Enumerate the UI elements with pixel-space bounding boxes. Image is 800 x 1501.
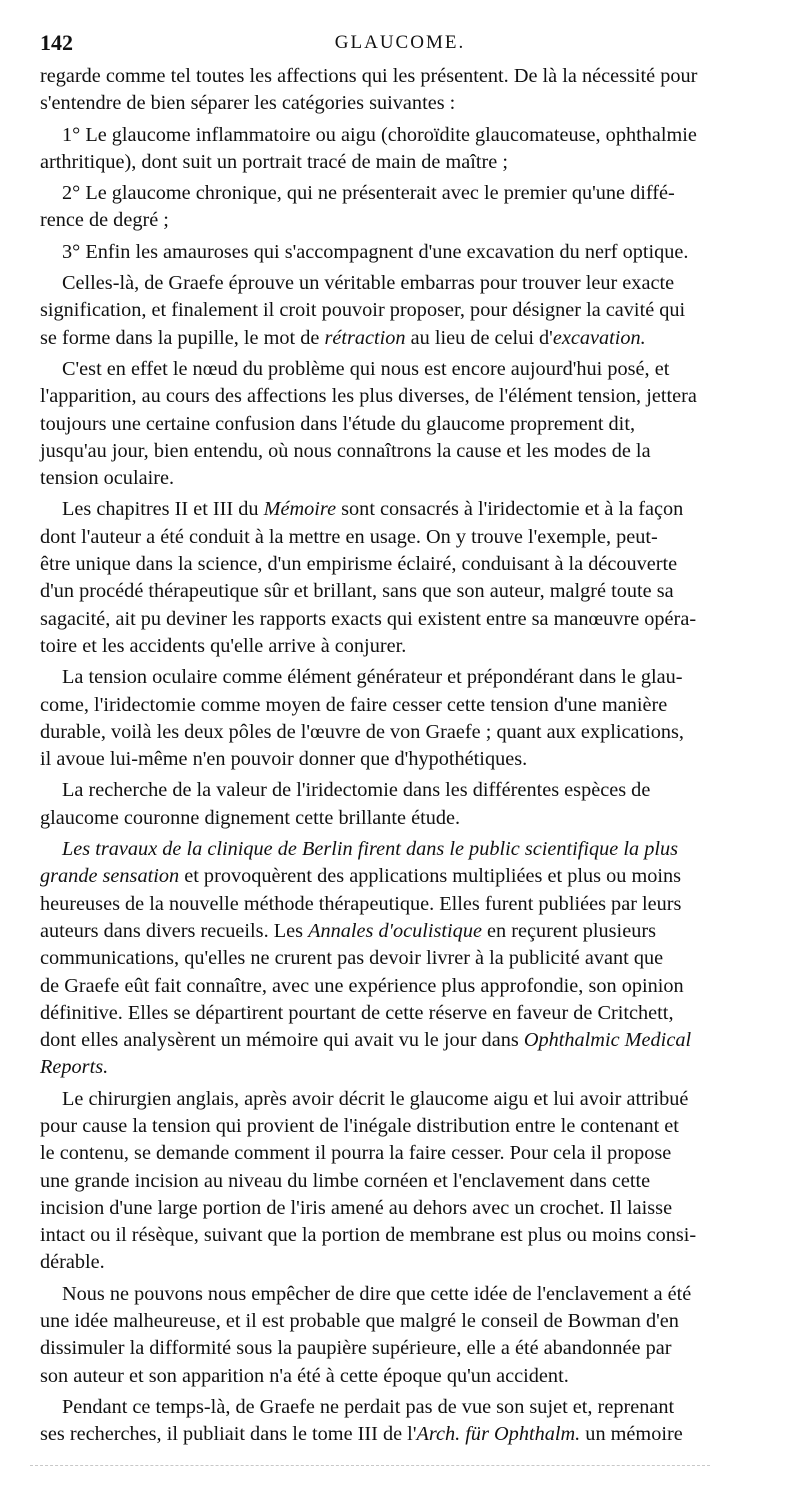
text-line <box>40 524 760 551</box>
text-segment: être unique dans la science, d'un empirisme éclairé, conduisant à la découverte <box>40 553 678 576</box>
text-segment: l'apparition, au cours des affections les plus diverses, de l'élément tension, jettera <box>40 385 697 408</box>
italic-segment: Annales d'oculistique <box>308 919 482 942</box>
text-line <box>40 465 760 492</box>
italic-segment: Reports. <box>40 1056 109 1079</box>
text-segment: signification, et finalement il croit pouvoir proposer, pour désigner la cavité qui <box>40 299 686 322</box>
text-segment: Pendant ce temps-là, de Graefe ne perdait pas de vue son sujet et, reprenant <box>62 1395 675 1418</box>
text-line <box>40 1195 760 1222</box>
text-segment: se forme dans la pupille, le mot de <box>40 326 325 349</box>
text-line <box>40 551 760 578</box>
text-segment: auteurs dans divers recueils. Les <box>40 919 309 942</box>
italic-segment: Arch. für Ophthalm. <box>416 1423 581 1446</box>
text-line <box>40 1168 760 1195</box>
text-line <box>40 383 760 410</box>
text-line <box>40 1335 760 1362</box>
text-segment: come, l'iridectomie comme moyen de faire cesser cette tension d'une manière <box>40 693 668 716</box>
text-line <box>40 1113 760 1140</box>
footer-rule <box>30 1465 710 1466</box>
text-segment: tension oculaire. <box>40 467 175 490</box>
text-line <box>40 207 760 234</box>
text-segment: Le chirurgien anglais, après avoir décrit le glaucome aigu et lui avoir attribué <box>62 1087 689 1110</box>
text-segment: une idée malheureuse, et il est probable que malgré le conseil de Bowman d'en <box>40 1310 679 1333</box>
text-segment: toire et les accidents qu'elle arrive à conjurer. <box>40 634 407 657</box>
text-line <box>40 239 760 266</box>
text-line <box>40 1222 760 1249</box>
text-line <box>40 836 760 863</box>
text-line <box>40 1140 760 1167</box>
text-segment: son auteur et son apparition n'a été à cette époque qu'un accident. <box>40 1364 569 1387</box>
text-segment: un mémoire <box>580 1423 683 1446</box>
text-segment: pour cause la tension qui provient de l'inégale distribution entre le contenant et <box>40 1114 679 1137</box>
text-segment: Nous ne pouvons nous empêcher de dire que cette idée de l'enclavement a été <box>62 1282 692 1305</box>
text-segment: toujours une certaine confusion dans l'étude du glaucome proprement dit, <box>40 412 636 435</box>
text-line <box>40 578 760 605</box>
text-segment: incision d'une large portion de l'iris amené au dehors avec un crochet. Il laisse <box>40 1196 673 1219</box>
text-segment: sagacité, ait pu deviner les rapports exacts qui existent entre sa manœuvre opéra- <box>40 607 697 630</box>
text-segment: le contenu, se demande comment il pourra la faire cesser. Pour cela il propose <box>40 1142 672 1165</box>
text-segment: communications, qu'elles ne crurent pas devoir livrer à la publicité avant que <box>40 947 664 970</box>
text-segment: rence de degré ; <box>40 209 169 232</box>
text-line <box>40 1281 760 1308</box>
text-line <box>40 746 760 773</box>
page-number: 142 <box>40 30 73 55</box>
italic-segment: Mémoire <box>263 498 337 521</box>
text-segment: dissimuler la difformité sous la paupière supérieure, elle a été abandonnée par <box>40 1337 672 1360</box>
text-segment: C'est en effet le nœud du problème qui nous est encore aujourd'hui posé, et <box>62 357 670 380</box>
text-segment: dont elles analysèrent un mémoire qui avait vu le jour dans <box>40 1029 524 1052</box>
running-title: GLAUCOME. <box>334 32 466 53</box>
text-line <box>40 891 760 918</box>
text-segment: d'un procédé thérapeutique sûr et brillant, sans que son auteur, malgré toute sa <box>40 580 674 603</box>
text-line <box>40 1086 760 1113</box>
text-line <box>40 411 760 438</box>
text-line <box>40 805 760 832</box>
text-line <box>40 918 760 945</box>
text-segment: s'entendre de bien séparer les catégories suivantes : <box>40 92 456 115</box>
text-line <box>40 1249 760 1276</box>
text-segment: arthritique), dont suit un portrait tracé de main de maître ; <box>40 150 509 173</box>
text-segment: glaucome couronne dignement cette brillante étude. <box>40 806 461 829</box>
text-segment: et provoquèrent des applications multipliées et plus ou moins <box>179 865 682 888</box>
text-line <box>40 719 760 746</box>
italic-segment: rétraction <box>324 326 406 349</box>
text-segment: sont consacrés à l'iridectomie et à la façon <box>336 498 684 521</box>
text-segment: il avoue lui-même n'en pouvoir donner que d'hypothétiques. <box>40 748 528 771</box>
text-line <box>40 122 760 149</box>
text-segment: en reçurent plusieurs <box>481 919 656 942</box>
text-segment: définitive. Elles se départirent pourtant de cette réserve en faveur de Critchett, <box>40 1001 674 1024</box>
text-line <box>40 149 760 176</box>
text-segment: ses recherches, il publiait dans le tome III de l' <box>40 1423 417 1446</box>
page-header <box>40 30 760 60</box>
text-segment: 2° Le glaucome chronique, qui ne présenterait avec le premier qu'une diffé- <box>62 182 675 205</box>
text-line <box>40 1308 760 1335</box>
text-line <box>40 90 760 117</box>
text-line <box>40 1027 760 1054</box>
text-line <box>40 1054 760 1081</box>
text-line <box>40 297 760 324</box>
text-line <box>40 633 760 660</box>
text-segment: La recherche de la valeur de l'iridectomie dans les différentes espèces de <box>62 779 651 802</box>
text-line <box>40 63 760 90</box>
text-segment: une grande incision au niveau du limbe cornéen et l'enclavement dans cette <box>40 1169 651 1192</box>
text-segment: regarde comme tel toutes les affections qui les présentent. De là la nécessité pour <box>40 65 698 87</box>
text-segment: Celles-là, de Graefe éprouve un véritable embarras pour trouver leur exacte <box>62 272 675 295</box>
text-segment: dérable. <box>40 1251 105 1274</box>
text-line <box>40 325 760 352</box>
text-line <box>40 438 760 465</box>
text-line <box>40 1000 760 1027</box>
text-line <box>40 973 760 1000</box>
text-line <box>40 1394 760 1421</box>
text-line <box>40 356 760 383</box>
text-segment: 1° Le glaucome inflammatoire ou aigu (choroïdite glaucomateuse, ophthalmie <box>62 123 697 146</box>
text-segment: au lieu de celui d' <box>405 326 553 349</box>
text-segment: La tension oculaire comme élément générateur et prépondérant dans le glau- <box>62 666 683 689</box>
text-segment: heureuses de la nouvelle méthode thérapeutique. Elles furent publiées par leurs <box>40 892 682 915</box>
text-line <box>40 1363 760 1390</box>
text-line <box>40 664 760 691</box>
text-line <box>40 945 760 972</box>
text-line <box>40 496 760 523</box>
text-line <box>40 863 760 890</box>
text-segment: Les chapitres II et III du <box>62 498 264 521</box>
text-line <box>40 606 760 633</box>
text-segment: dont l'auteur a été conduit à la mettre en usage. On y trouve l'exemple, peut- <box>40 525 658 548</box>
text-segment: jusqu'au jour, bien entendu, où nous connaîtrons la cause et les modes de la <box>40 439 651 462</box>
text-segment: durable, voilà les deux pôles de l'œuvre de von Graefe ; quant aux explications, <box>40 720 684 743</box>
italic-segment: excavation. <box>552 326 646 349</box>
body-text <box>40 63 760 1449</box>
italic-segment: grande sensation <box>40 865 180 888</box>
text-line <box>40 1421 760 1448</box>
text-line <box>40 180 760 207</box>
text-line <box>40 692 760 719</box>
text-line <box>40 270 760 297</box>
text-line <box>40 777 760 804</box>
text-segment: de Graefe eût fait connaître, avec une expérience plus approfondie, son opinion <box>40 974 684 997</box>
italic-segment: Ophthalmic Medical <box>523 1029 692 1052</box>
italic-segment: Les travaux de la clinique de Berlin firent dans le public scientifique la plus <box>62 838 679 861</box>
text-segment: intact ou il résèque, suivant que la portion de membrane est plus ou moins consi- <box>40 1224 697 1247</box>
text-segment: 3° Enfin les amauroses qui s'accompagnent d'une excavation du nerf optique. <box>62 240 689 263</box>
